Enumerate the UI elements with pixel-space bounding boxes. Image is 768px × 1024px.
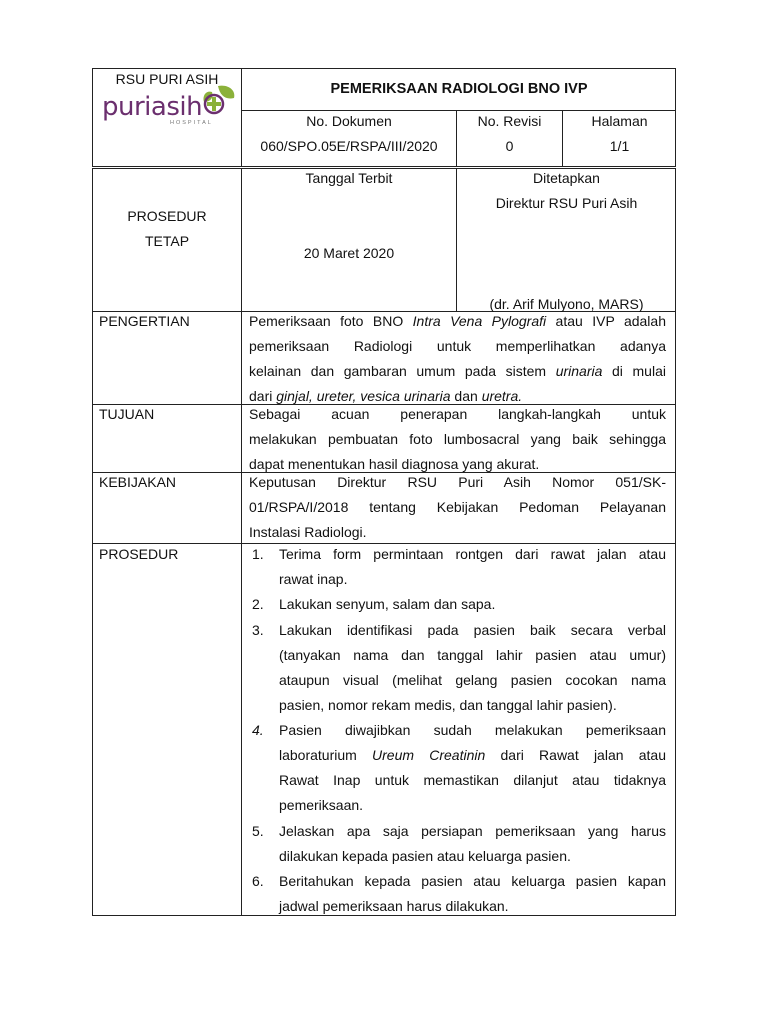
kebijakan-line2: 01/RSPA/I/2018 tentang Kebijakan Pedoman Pelayanan: [249, 499, 666, 515]
document-title: PEMERIKSAAN RADIOLOGI BNO IVP: [330, 81, 588, 97]
step-6-line1: Beritahukan kepada pasien atau keluarga pasien kapan: [279, 873, 666, 889]
director-title: Direktur RSU Puri Asih: [495, 195, 638, 211]
step-number: 3.: [252, 622, 264, 638]
section-label-tujuan: TUJUAN: [99, 406, 155, 422]
tujuan-line2: melakukan pembuatan foto lumbosacral yang baik sehingga: [249, 431, 666, 447]
leaf-cross-icon: [198, 82, 238, 122]
section-label-prosedur: PROSEDUR: [99, 546, 179, 562]
step-number: 5.: [252, 823, 264, 839]
step-4-line4: pemeriksaan.: [279, 797, 364, 813]
step-6-line2: jadwal pemeriksaan harus dilakukan.: [279, 898, 509, 914]
page-label: Halaman: [591, 113, 648, 129]
header-divider-title: [241, 110, 676, 111]
step-3-line4: pasien, nomor rekam medis, dan tanggal lahir pasien).: [279, 697, 617, 713]
director-name: (dr. Arif Mulyono, MARS): [489, 296, 644, 312]
issue-date-label: Tanggal Terbit: [305, 170, 393, 186]
kebijakan-line3: Instalasi Radiologi.: [249, 524, 367, 540]
step-5-line1: Jelaskan apa saja persiapan pemeriksaan yang harus: [279, 823, 666, 839]
pengertian-line2: pemeriksaan Radiologi untuk memperlihatkan adanya: [249, 338, 666, 354]
row-divider-prosedur: [92, 543, 676, 544]
step-4-line2: laboraturium Ureum Creatinin dari Rawat jalan atau: [279, 747, 666, 763]
approval-label: Ditetapkan: [533, 170, 600, 186]
pengertian-line4: dari ginjal, ureter, vesica urinaria dan uretra.: [249, 388, 523, 404]
step-3-line3: ataupun visual (melihat gelang pasien cocokan nama: [279, 672, 666, 688]
logo-wordmark: puriasih: [102, 92, 203, 122]
step-1-line1: Terima form permintaan rontgen dari rawat jalan atau: [279, 546, 666, 562]
revision-value: 0: [505, 138, 514, 154]
step-number: 6.: [252, 873, 264, 889]
procedure-type-line1: PROSEDUR: [127, 208, 207, 224]
section-label-kebijakan: KEBIJAKAN: [99, 474, 177, 490]
page-value: 1/1: [609, 138, 630, 154]
step-4-line3: Rawat Inap untuk memastikan dilanjut atau tidaknya: [279, 772, 666, 788]
pengertian-line3: kelainan dan gambaran umum pada sistem urinaria di mulai: [249, 363, 666, 379]
step-1-line2: rawat inap.: [279, 571, 348, 587]
kebijakan-line1: Keputusan Direktur RSU Puri Asih Nomor 051/SK-: [249, 474, 666, 490]
step-number: 4.: [252, 722, 264, 738]
approval-divider: [456, 168, 457, 311]
procedure-type-line2: TETAP: [144, 233, 190, 249]
hospital-logo: [100, 82, 240, 126]
step-2-line1: Lakukan senyum, salam dan sapa.: [279, 596, 496, 612]
step-number: 2.: [252, 596, 264, 612]
step-4-line1: Pasien diwajibkan sudah melakukan pemeriksaan: [279, 722, 666, 738]
tujuan-line1: Sebagai acuan penerapan langkah-langkah untuk: [249, 406, 666, 422]
step-3-line1: Lakukan identifikasi pada pasien baik secara verbal: [279, 622, 666, 638]
doc-number-label: No. Dokumen: [306, 113, 392, 129]
section-label-pengertian: PENGERTIAN: [99, 313, 190, 329]
main-divider-label-column: [241, 168, 242, 916]
revision-label: No. Revisi: [477, 113, 542, 129]
tujuan-line3: dapat menentukan hasil diagnosa yang akurat.: [249, 456, 540, 472]
issue-date-value: 20 Maret 2020: [303, 245, 395, 261]
step-3-line2: (tanyakan nama dan tanggal lahir pasien atau umur): [279, 647, 666, 663]
step-5-line2: dilakukan kepada pasien atau keluarga pasien.: [279, 848, 571, 864]
logo-subtitle: HOSPITAL: [170, 120, 213, 126]
pengertian-line1: Pemeriksaan foto BNO Intra Vena Pylografi atau IVP adalah: [249, 313, 666, 329]
doc-number-value: 060/SPO.05E/RSPA/III/2020: [260, 138, 438, 154]
step-number: 1.: [252, 546, 264, 562]
main-table: [92, 168, 676, 916]
hospital-name: RSU PURI ASIH: [115, 71, 219, 87]
